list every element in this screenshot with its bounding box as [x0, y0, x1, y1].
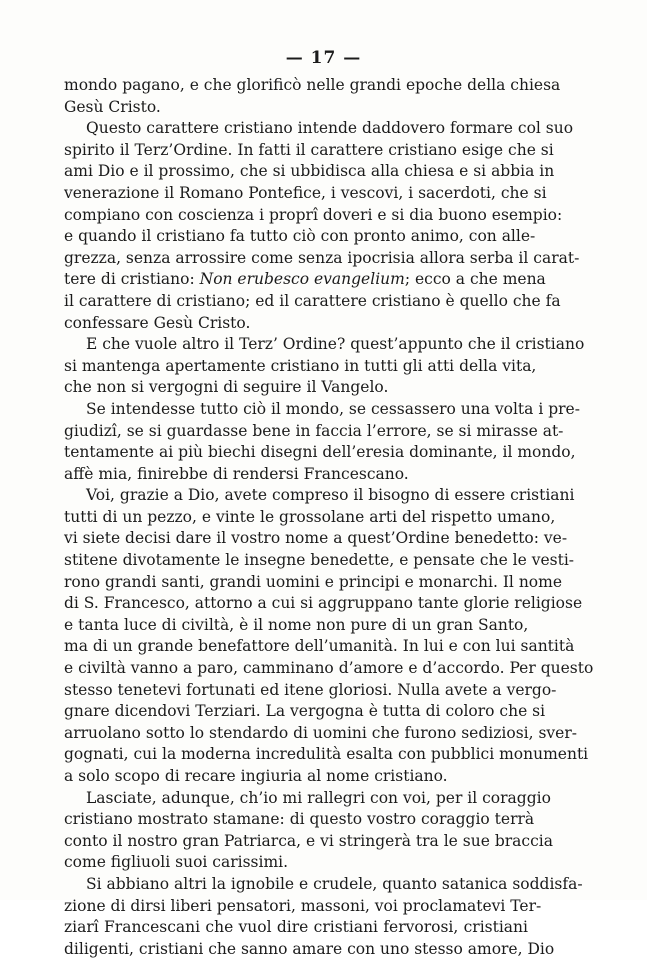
text-line: arruolano sotto lo stendardo di uomini che furono sediziosi, sver-: [64, 723, 577, 742]
text-line: e quando il cristiano fa tutto ciò con pronto animo, con alle-: [64, 227, 536, 246]
text-line: rono grandi santi, grandi uomini e principi e monarchi. Il nome: [64, 572, 563, 591]
text-line: cristiano mostrato stamane: di questo vostro coraggio terrà: [64, 810, 535, 829]
text-line: ma di un grande benefattore dell’umanità. In lui e con lui santità: [64, 637, 575, 656]
text-line: ziarî Francescani che vuol dire cristiani fervorosi, cristiani: [64, 918, 528, 937]
text-line: venerazione il Romano Pontefice, i vescovi, i sacerdoti, che si: [64, 183, 547, 202]
page-number: — 17 —: [285, 48, 362, 68]
text-line: che non si vergogni di seguire il Vangelo.: [64, 378, 389, 397]
text-line: ami Dio e il prossimo, che si ubbidisca alla chiesa e si abbia in: [64, 162, 555, 181]
paragraph-start-line: Voi, grazie a Dio, avete compreso il bisogno di essere cristiani: [86, 486, 575, 505]
text-line: conto il nostro gran Patriarca, e vi stringerà tra le sue braccia: [64, 831, 553, 850]
text-line: gognati, cui la moderna incredulità esalta con pubblici monumenti: [64, 745, 589, 764]
text-line: tutti di un pezzo, e vinte le grossolane arti del rispetto umano,: [64, 507, 556, 526]
paragraph-start-line: Se intendesse tutto ciò il mondo, se cessassero una volta i pre-: [86, 399, 580, 418]
text-line: compiano con coscienza i proprî doveri e si dia buono esempio:: [64, 205, 563, 224]
text-line: tentamente ai più biechi disegni dell’eresia dominante, il mondo,: [64, 443, 576, 462]
text-line: giudizî, se si guardasse bene in faccia l’errore, se si mirasse at-: [64, 421, 564, 440]
paragraph-start-line: Questo carattere cristiano intende daddovero formare col suo: [86, 119, 574, 138]
paragraph-start-line: Lasciate, adunque, ch’io mi rallegri con voi, per il coraggio: [86, 788, 551, 807]
text-line: zione di dirsi liberi pensatori, massoni, voi proclamatevi Ter-: [64, 896, 542, 915]
text-segment: tere di cristiano:: [64, 270, 195, 289]
text-line: grezza, senza arrossire come senza ipocrisia allora serba il carat-: [64, 248, 580, 267]
text-line: spirito il Terz’Ordine. In fatti il carattere cristiano esige che si: [64, 140, 554, 159]
text-line: diligenti, cristiani che sanno amare con uno stesso amore, Dio: [64, 939, 555, 958]
text-line: il carattere di cristiano; ed il carattere cristiano è quello che fa: [64, 291, 561, 310]
latin-quote: Non erubesco evangelium: [199, 270, 405, 289]
text-line: mondo pagano, e che glorificò nelle grandi epoche della chiesa: [64, 76, 561, 94]
text-line: si mantenga apertamente cristiano in tutti gli atti della vita,: [64, 356, 537, 375]
text-line: vi siete decisi dare il vostro nome a quest’Ordine benedetto: ve-: [64, 529, 568, 548]
text-line: confessare Gesù Cristo.: [64, 313, 251, 332]
paragraph-start-line: Si abbiano altri la ignobile e crudele, quanto satanica soddisfa-: [86, 874, 583, 893]
text-line: gnare dicendovi Terziari. La vergogna è tutta di coloro che si: [64, 702, 546, 721]
text-line: e tanta luce di civiltà, è il nome non pure di un gran Santo,: [64, 615, 529, 634]
text-segment: ; ecco a che mena: [404, 270, 546, 289]
text-line: e civiltà vanno a paro, camminano d’amore e d’accordo. Per questo: [64, 659, 594, 678]
text-line: a solo scopo di recare ingiuria al nome cristiano.: [64, 767, 448, 785]
text-line: stitene divotamente le insegne benedette, e pensate che le vesti-: [64, 551, 575, 570]
text-line: affè mia, finirebbe di rendersi Francescano.: [64, 464, 409, 483]
body-text: [64, 75, 594, 960]
text-line: di S. Francesco, attorno a cui si aggruppano tante glorie religiose: [64, 594, 583, 613]
text-line: Gesù Cristo.: [64, 97, 161, 116]
paragraph-start-line: E che vuole altro il Terz’ Ordine? quest’appunto che il cristiano: [86, 335, 585, 354]
text-line: stesso tenetevi fortunati ed itene gloriosi. Nulla avete a vergo-: [64, 680, 557, 699]
text-line-with-quote: [64, 269, 546, 291]
text-line: come figliuoli suoi carissimi.: [64, 853, 289, 872]
